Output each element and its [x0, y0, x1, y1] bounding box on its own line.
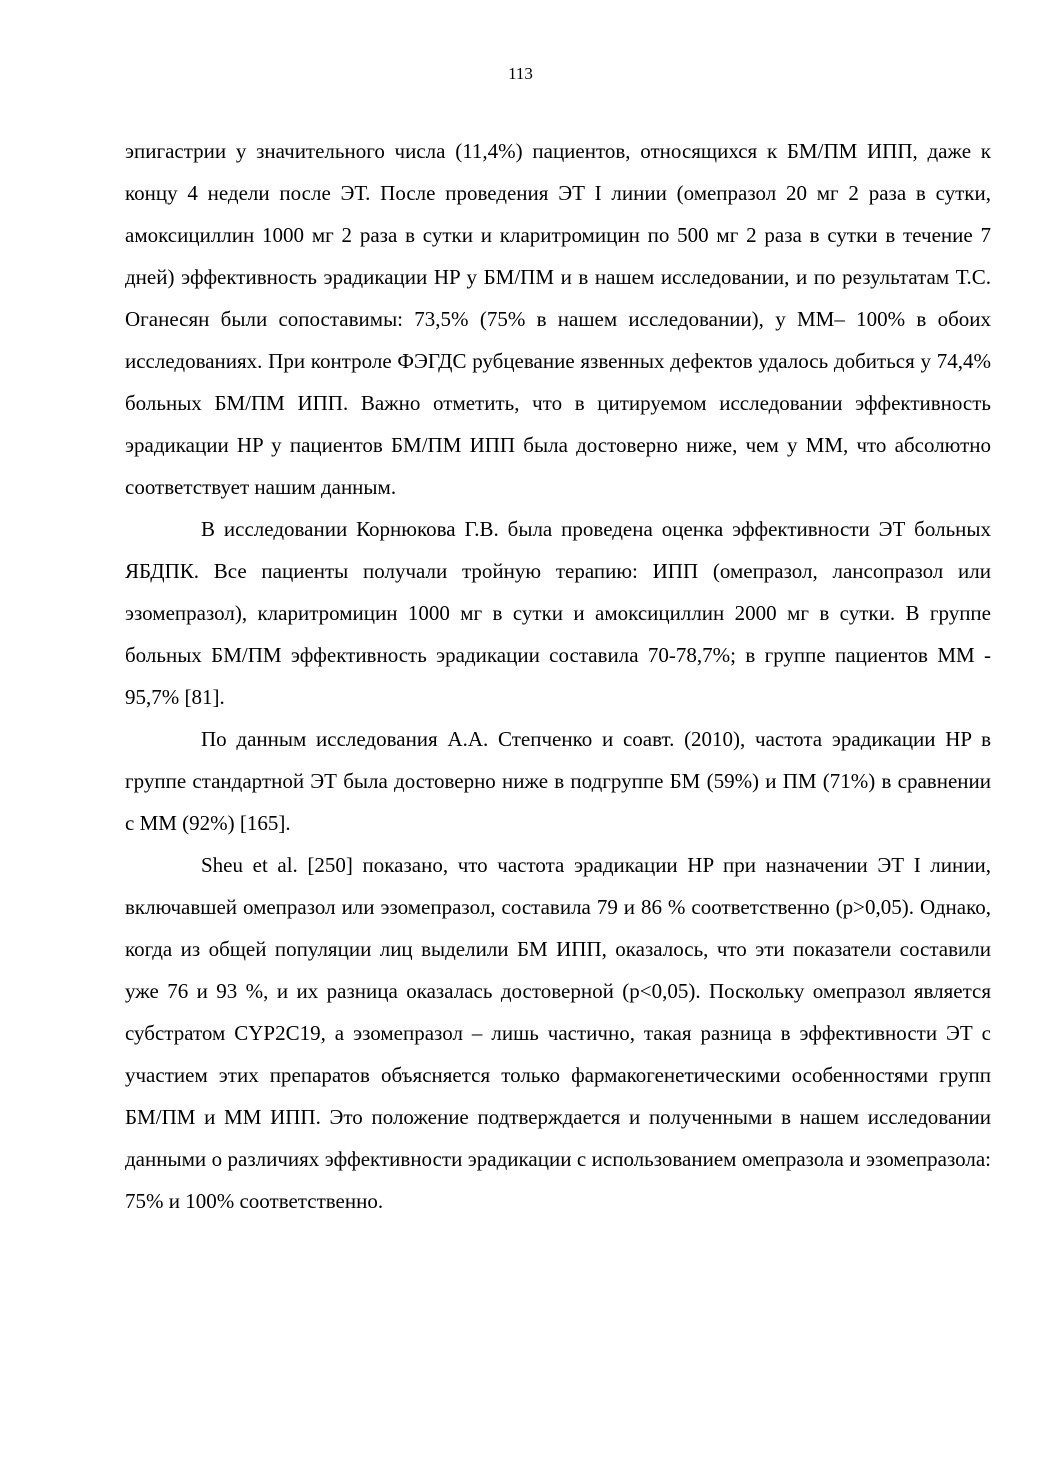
paragraph-3: По данным исследования А.А. Степченко и соавт. (2010), частота эрадикации HP в группе стандартной ЭТ была достоверно ниже в подгруппе БМ (59%) и ПМ (71%) в сравнении с ММ (92%) [165].	[125, 727, 991, 835]
paragraph-2: В исследовании Корнюкова Г.В. была проведена оценка эффективности ЭТ больных ЯБДПК. Все пациенты получали тройную терапию: ИПП (омепразол, лансопразол или эзомепразол), кларитромицин 1000 мг в сутки и амоксициллин 2000 мг в сутки. В группе больных БМ/ПМ эффективность эрадикации составила 70-78,7%; в группе пациентов ММ - 95,7% [81].	[125, 517, 991, 709]
paragraph-1: эпигастрии у значительного числа (11,4%) пациентов, относящихся к БМ/ПМ ИПП, даже к концу 4 недели после ЭТ. После проведения ЭТ I линии (омепразол 20 мг 2 раза в сутки, амоксициллин 1000 мг 2 раза в сутки и кларитромицин по 500 мг 2 раза в сутки в течение 7 дней) эффективность эрадикации HP у БМ/ПМ и в нашем исследовании, и по результатам Т.С. Оганесян были сопоставимы: 73,5% (75% в нашем исследовании), у ММ– 100% в обоих исследованиях. При контроле ФЭГДС рубцевание язвенных дефектов удалось добиться у 74,4% больных БМ/ПМ ИПП. Важно отметить, что в цитируемом исследовании эффективность эрадикации HP у пациентов БМ/ПМ ИПП была достоверно ниже, чем у ММ, что абсолютно соответствует нашим данным.	[125, 139, 991, 499]
paragraph-4: Sheu et al. [250] показано, что частота эрадикации HP при назначении ЭТ I линии, включавшей омепразол или эзомепразол, составила 79 и 86 % соответственно (р>0,05). Однако, когда из общей популяции лиц выделили БМ ИПП, оказалось, что эти показатели составили уже 76 и 93 %, и их разница оказалась достоверной (р<0,05). Поскольку омепразол является субстратом CYP2C19, а эзомепразол – лишь частично, такая разница в эффективности ЭТ с участием этих препаратов объясняется только фармакогенетическими особенностями групп БМ/ПМ и ММ ИПП. Это положение подтверждается и полученными в нашем исследовании данными о различиях эффективности эрадикации с использованием омепразола и эзомепразола: 75% и 100% соответственно.	[125, 853, 991, 1213]
body-text	[125, 130, 991, 1222]
page-number: 113	[508, 64, 533, 83]
